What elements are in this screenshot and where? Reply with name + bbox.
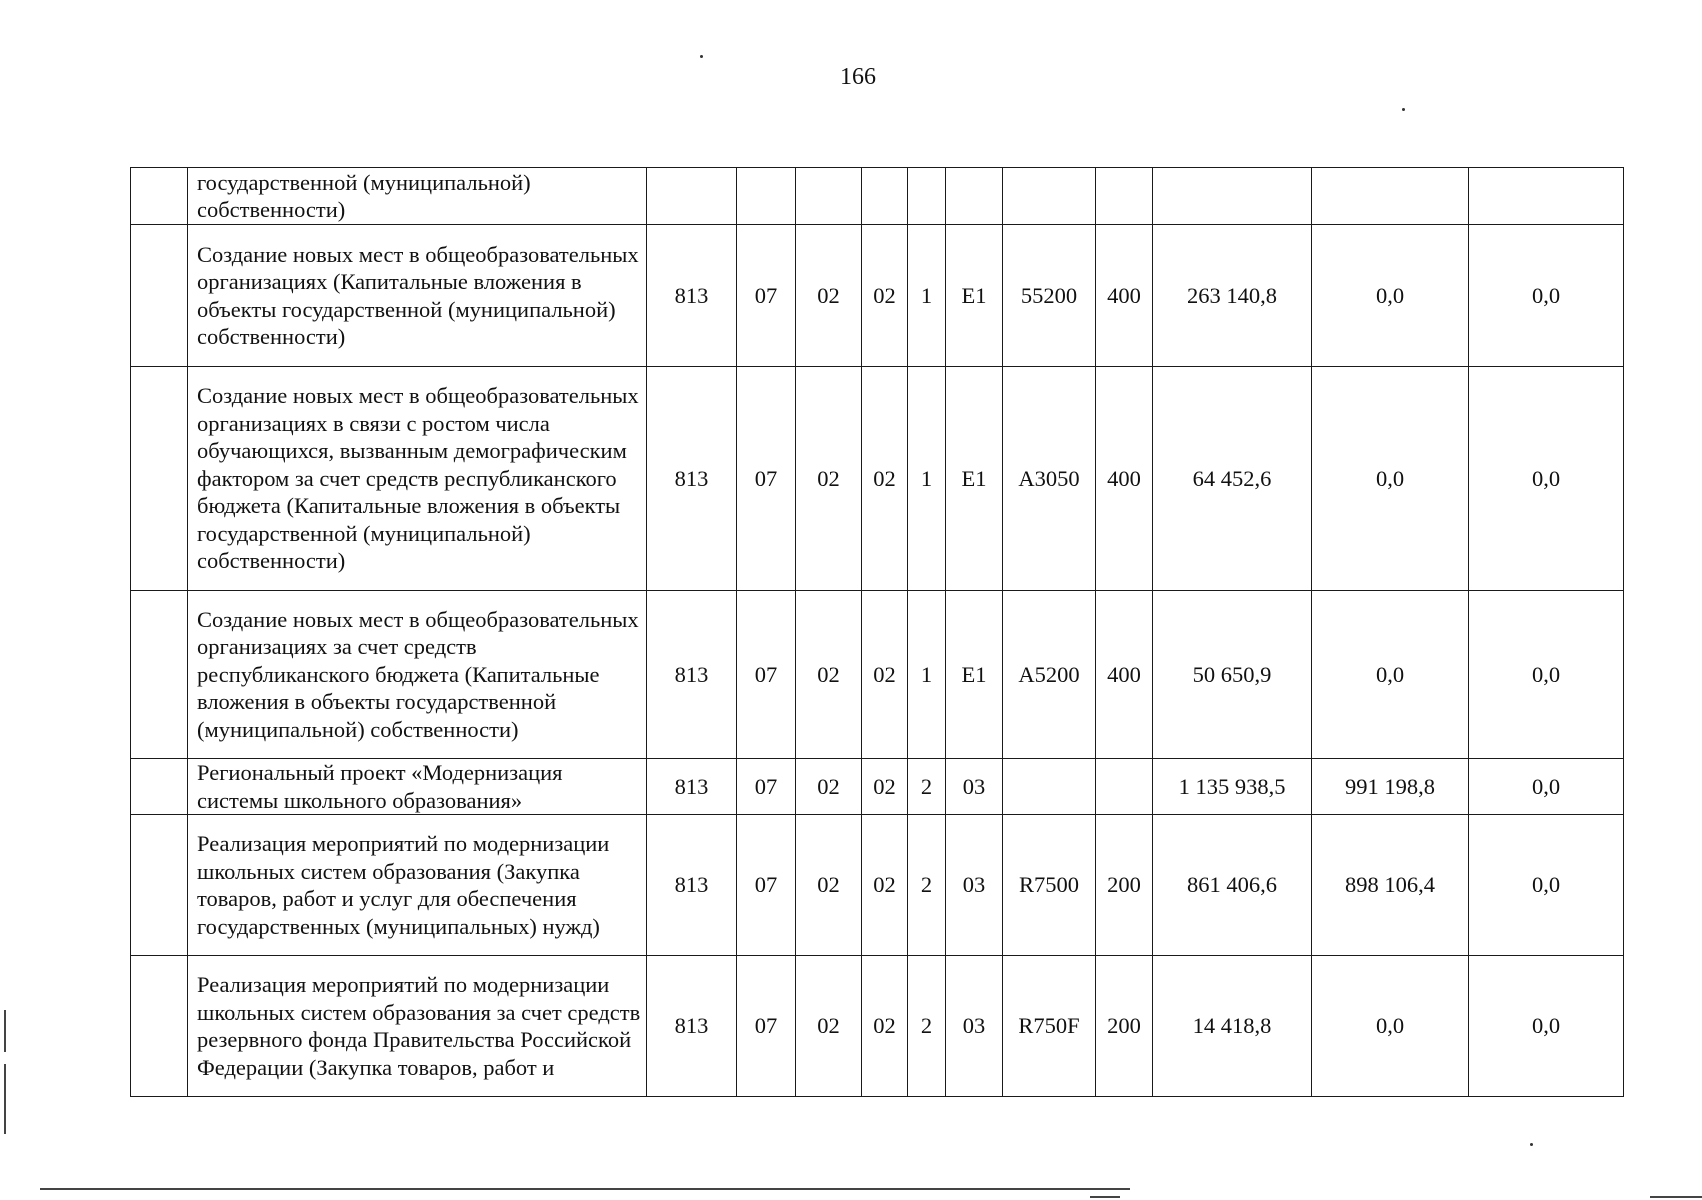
expense-type-cell: 200 <box>1096 956 1153 1097</box>
section-cell: 07 <box>737 367 796 591</box>
program-cell: 02 <box>862 591 908 759</box>
table-row <box>131 591 1624 759</box>
project-cell: E1 <box>946 591 1003 759</box>
sum-year-1-cell: 1 135 938,5 <box>1153 759 1312 815</box>
subprogram-cell: 2 <box>908 815 946 956</box>
subprogram-cell: 1 <box>908 367 946 591</box>
admin-cell <box>647 168 737 225</box>
row-number-cell <box>131 367 188 591</box>
project-cell: 03 <box>946 759 1003 815</box>
direction-cell: A3050 <box>1003 367 1096 591</box>
admin-cell: 813 <box>647 815 737 956</box>
section-cell: 07 <box>737 759 796 815</box>
scan-speck <box>700 55 703 58</box>
subprogram-cell: 1 <box>908 591 946 759</box>
sum-year-3-cell: 0,0 <box>1469 759 1624 815</box>
sum-year-2-cell: 898 106,4 <box>1312 815 1469 956</box>
subprogram-cell: 1 <box>908 225 946 367</box>
row-number-cell <box>131 956 188 1097</box>
direction-cell <box>1003 168 1096 225</box>
row-number-cell <box>131 591 188 759</box>
sum-year-2-cell <box>1312 168 1469 225</box>
project-cell <box>946 168 1003 225</box>
sum-year-3-cell: 0,0 <box>1469 591 1624 759</box>
item-name-cell: Создание новых мест в общеобразовательных организациях (Капитальные вложения в объекты государственной (муниципальной) собственности) <box>188 225 647 367</box>
section-cell: 07 <box>737 225 796 367</box>
program-cell: 02 <box>862 367 908 591</box>
admin-cell: 813 <box>647 956 737 1097</box>
item-name-cell: Реализация мероприятий по модернизации школьных систем образования (Закупка товаров, работ и услуг для обеспечения государственных (муниципальных) нужд) <box>188 815 647 956</box>
sum-year-3-cell: 0,0 <box>1469 225 1624 367</box>
project-cell: 03 <box>946 956 1003 1097</box>
sum-year-2-cell: 0,0 <box>1312 225 1469 367</box>
subsection-cell: 02 <box>796 956 862 1097</box>
project-cell: 03 <box>946 815 1003 956</box>
item-name-cell: Создание новых мест в общеобразовательных организациях за счет средств республиканского бюджета (Капитальные вложения в объекты государственной (муниципальной) собственности) <box>188 591 647 759</box>
row-number-cell <box>131 759 188 815</box>
scan-speck <box>1530 1143 1533 1146</box>
sum-year-2-cell: 991 198,8 <box>1312 759 1469 815</box>
direction-cell: R7500 <box>1003 815 1096 956</box>
admin-cell: 813 <box>647 367 737 591</box>
sum-year-1-cell: 50 650,9 <box>1153 591 1312 759</box>
subsection-cell: 02 <box>796 367 862 591</box>
subsection-cell: 02 <box>796 759 862 815</box>
item-name-cell: Реализация мероприятий по модернизации школьных систем образования за счет средств резервного фонда Правительства Российской Федерации (Закупка товаров, работ и <box>188 956 647 1097</box>
scan-speck <box>1402 108 1405 111</box>
row-number-cell <box>131 225 188 367</box>
direction-cell: A5200 <box>1003 591 1096 759</box>
expense-type-cell: 200 <box>1096 815 1153 956</box>
subprogram-cell: 2 <box>908 759 946 815</box>
program-cell: 02 <box>862 815 908 956</box>
expense-type-cell: 400 <box>1096 367 1153 591</box>
sum-year-1-cell: 64 452,6 <box>1153 367 1312 591</box>
project-cell: E1 <box>946 225 1003 367</box>
program-cell: 02 <box>862 956 908 1097</box>
program-cell: 02 <box>862 759 908 815</box>
project-cell: E1 <box>946 367 1003 591</box>
sum-year-3-cell: 0,0 <box>1469 815 1624 956</box>
expense-type-cell <box>1096 168 1153 225</box>
table-row <box>131 367 1624 591</box>
table-row <box>131 956 1624 1097</box>
sum-year-2-cell: 0,0 <box>1312 367 1469 591</box>
sum-year-3-cell: 0,0 <box>1469 367 1624 591</box>
table-row <box>131 225 1624 367</box>
sum-year-1-cell: 861 406,6 <box>1153 815 1312 956</box>
section-cell: 07 <box>737 591 796 759</box>
page-number: 166 <box>840 64 876 90</box>
subsection-cell: 02 <box>796 225 862 367</box>
sum-year-2-cell: 0,0 <box>1312 591 1469 759</box>
subsection-cell <box>796 168 862 225</box>
item-name-cell: Создание новых мест в общеобразовательных организациях в связи с ростом числа обучающихся, вызванным демографическим фактором за счет средств республиканского бюджета (Капитальные вложения в объекты государственной (муниципальной) собственности) <box>188 367 647 591</box>
scan-margin-mark <box>4 1064 6 1134</box>
program-cell <box>862 168 908 225</box>
sum-year-1-cell <box>1153 168 1312 225</box>
item-name-cell: государственной (муниципальной) собственности) <box>188 168 647 225</box>
subsection-cell: 02 <box>796 815 862 956</box>
sum-year-1-cell: 14 418,8 <box>1153 956 1312 1097</box>
admin-cell: 813 <box>647 225 737 367</box>
subprogram-cell: 2 <box>908 956 946 1097</box>
scan-edge-line <box>1650 1196 1702 1198</box>
sum-year-2-cell: 0,0 <box>1312 956 1469 1097</box>
table-row <box>131 168 1624 225</box>
section-cell <box>737 168 796 225</box>
table-row <box>131 815 1624 956</box>
direction-cell <box>1003 759 1096 815</box>
expense-type-cell: 400 <box>1096 225 1153 367</box>
subprogram-cell <box>908 168 946 225</box>
scan-edge-line <box>1090 1196 1120 1198</box>
item-name-cell: Региональный проект «Модернизация системы школьного образования» <box>188 759 647 815</box>
subsection-cell: 02 <box>796 591 862 759</box>
scan-edge-line <box>40 1188 1130 1190</box>
expense-type-cell <box>1096 759 1153 815</box>
direction-cell: R750F <box>1003 956 1096 1097</box>
admin-cell: 813 <box>647 591 737 759</box>
table-row <box>131 759 1624 815</box>
budget-table <box>130 167 1624 1097</box>
direction-cell: 55200 <box>1003 225 1096 367</box>
row-number-cell <box>131 168 188 225</box>
section-cell: 07 <box>737 815 796 956</box>
expense-type-cell: 400 <box>1096 591 1153 759</box>
scan-margin-mark <box>4 1010 6 1052</box>
program-cell: 02 <box>862 225 908 367</box>
sum-year-1-cell: 263 140,8 <box>1153 225 1312 367</box>
sum-year-3-cell: 0,0 <box>1469 956 1624 1097</box>
row-number-cell <box>131 815 188 956</box>
sum-year-3-cell <box>1469 168 1624 225</box>
admin-cell: 813 <box>647 759 737 815</box>
section-cell: 07 <box>737 956 796 1097</box>
